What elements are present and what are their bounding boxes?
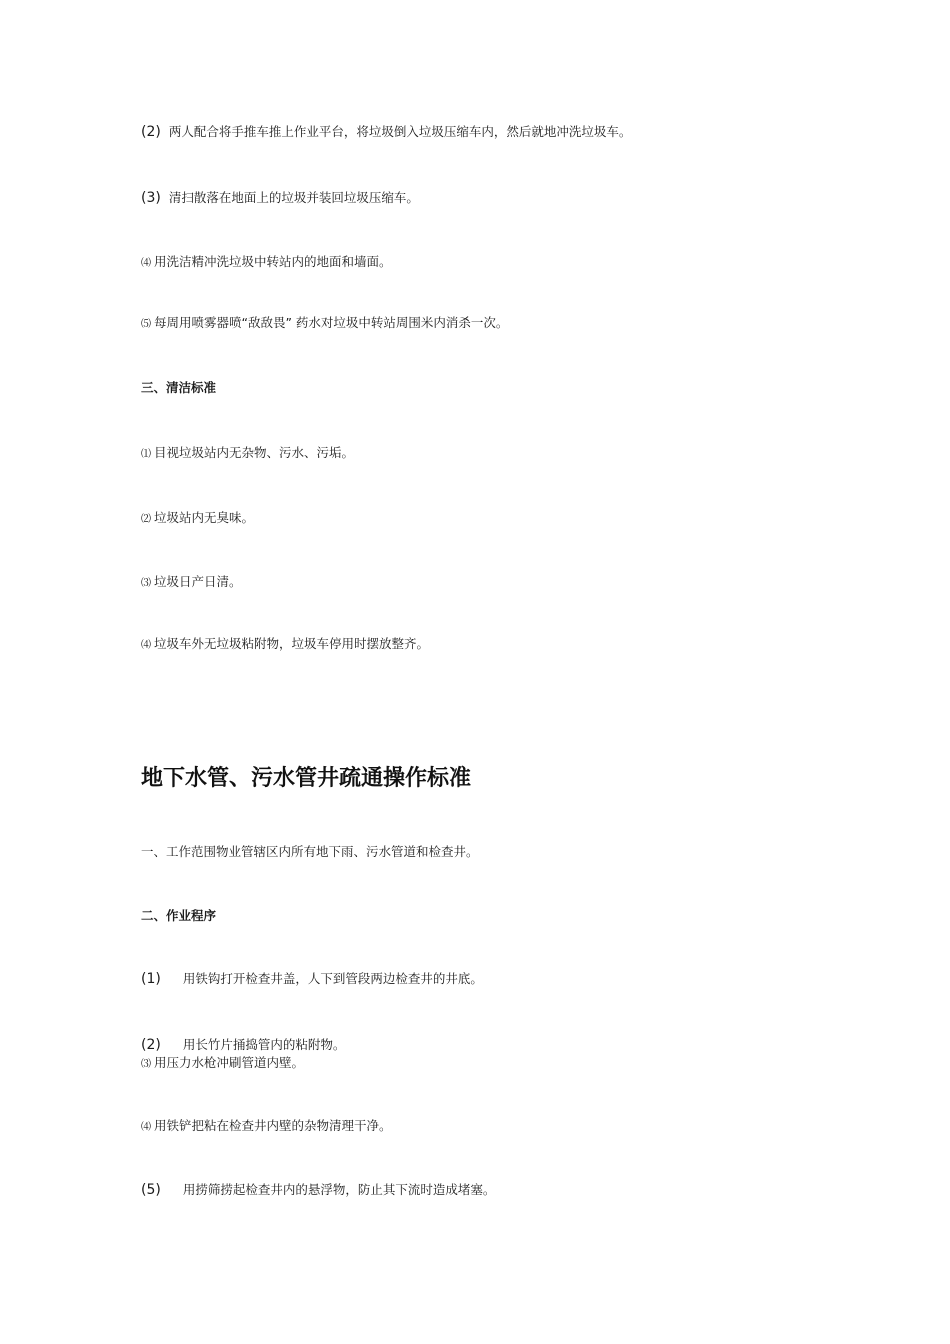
step-text: 清扫散落在地面上的垃圾并装回垃圾压缩车。 [168,190,419,205]
step-number: (2) [141,124,161,140]
section-title: 地下水管、污水管井疏通操作标准 [141,766,472,791]
step-number: ⑶ [141,1059,151,1070]
standard-number: ⑷ [141,640,151,651]
standard-number: ⑴ [141,449,151,460]
step-4 [141,254,392,272]
step-5 [141,315,508,333]
step-number: (2) [141,1037,161,1053]
procedure-step-5 [141,1182,495,1198]
step-2 [141,124,631,140]
standard-number: ⑵ [141,514,151,525]
standard-2 [141,510,254,528]
standard-4 [141,636,429,654]
procedure-step-4 [141,1118,392,1136]
step-text: 用铁铲把粘在检查井内壁的杂物清理干净。 [154,1118,392,1133]
step-text: 两人配合将手推车推上作业平台，将垃圾倒入垃圾压缩车内，然后就地冲洗垃圾车。 [168,124,632,139]
standard-number: ⑶ [141,578,151,589]
procedure-step-1 [141,971,483,987]
standard-heading: 三、清洁标准 [141,380,217,395]
procedure-heading: 二、作业程序 [141,908,217,923]
step-text: 用洗洁精冲洗垃圾中转站内的地面和墙面。 [154,254,392,269]
step-text: 用压力水枪冲刷管道内壁。 [154,1055,305,1070]
step-text: 用长竹片捅捣管内的粘附物。 [182,1037,346,1052]
standard-3 [141,574,242,592]
procedure-step-2 [141,1037,345,1053]
step-text: 用捞筛捞起检查井内的悬浮物，防止其下流时造成堵塞。 [182,1182,496,1197]
step-number: (1) [141,971,161,987]
procedure-step-3 [141,1055,304,1073]
standard-text: 垃圾站内无臭味。 [154,510,255,525]
scope-text: 一、工作范围物业管辖区内所有地下雨、污水管道和检查井。 [141,844,479,859]
step-number: ⑷ [141,258,151,269]
step-number: ⑷ [141,1122,151,1133]
step-3 [141,190,419,206]
step-text: 用铁钩打开检查井盖，人下到管段两边检查井的井底。 [182,971,483,986]
step-number: ⑸ [141,319,151,330]
standard-text: 垃圾日产日清。 [154,574,242,589]
step-number: (5) [141,1182,161,1198]
step-number: (3) [141,190,161,206]
standard-1 [141,445,354,463]
standard-text: 垃圾车外无垃圾粘附物，垃圾车停用时摆放整齐。 [154,636,430,651]
standard-text: 目视垃圾站内无杂物、污水、污垢。 [154,445,355,460]
step-text: 每周用喷雾器喷“敌敌畏” 药水对垃圾中转站周围米内消杀一次。 [154,315,509,330]
